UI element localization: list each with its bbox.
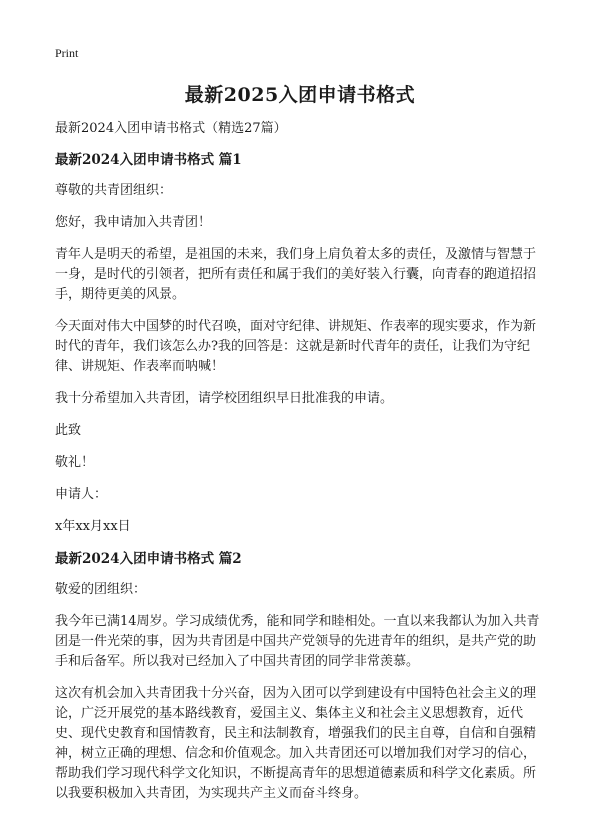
section-2-salutation: 敬爱的团组织： (55, 582, 147, 597)
section-1-paragraph-3: 我十分希望加入共青团，请学校团组织早日批准我的申请。 (55, 391, 394, 406)
section-1-closing-1: 此致 (55, 423, 82, 438)
section-2-paragraph-1: 我今年已满14周岁。学习成绩优秀，能和同学和睦相处。一直以来我都认为加入共青团是一件光荣的事，因为共青团是中国共产党领导的先进青年的组织，是共产党的助手和后备军。所以我对已经加入了中国共青团的同学非常羡慕。 (55, 614, 540, 669)
section-1-applicant: 申请人： (55, 487, 108, 502)
section-1-paragraph-2: 今天面对伟大中国梦的时代召唤，面对守纪律、讲规矩、作表率的现实要求，作为新时代的青年，我们该怎么办?我的回答是：这就是新时代青年的责任，让我们为守纪律、讲规矩、作表率而呐喊！ (55, 319, 537, 374)
section-1-date: x年xx月xx日 (55, 519, 131, 534)
document-body (55, 119, 547, 816)
section-1-greeting: 您好，我申请加入共青团！ (55, 215, 212, 230)
section-1-heading: 最新2024入团申请书格式 篇1 (55, 152, 242, 168)
section-2-paragraph-2: 这次有机会加入共青团我十分兴奋，因为入团可以学到建设有中国特色社会主义的理论，广泛开展党的基本路线教育，爱国主义、集体主义和社会主义思想教育，近代史、现代史教育和国情教育，民主和法制教育，增强我们的民主自尊，自信和自强精神，树立正确的理想、信念和价值观念。加入共青团还可以增加我们对学习的信心，帮助我们学习现代科学文化知识，不断提高青年的思想道德素质和科学文化素质。所以我要积极加入共青团，为实现共产主义而奋斗终身。 (55, 686, 537, 801)
section-1-closing-2: 敬礼！ (55, 455, 95, 470)
document-title: 最新2025入团申请书格式 (184, 84, 416, 106)
section-1-salutation: 尊敬的共青团组织： (55, 183, 173, 198)
document-subtitle: 最新2024入团申请书格式（精选27篇） (55, 121, 287, 136)
print-label: Print (55, 46, 79, 60)
section-2-heading: 最新2024入团申请书格式 篇2 (55, 551, 242, 567)
section-1-paragraph-1: 青年人是明天的希望，是祖国的未来，我们身上肩负着太多的责任，及激情与智慧于一身，是时代的引领者，把所有责任和属于我们的美好装入行囊，向青春的跑道招招手，期待更美的风景。 (55, 247, 537, 302)
